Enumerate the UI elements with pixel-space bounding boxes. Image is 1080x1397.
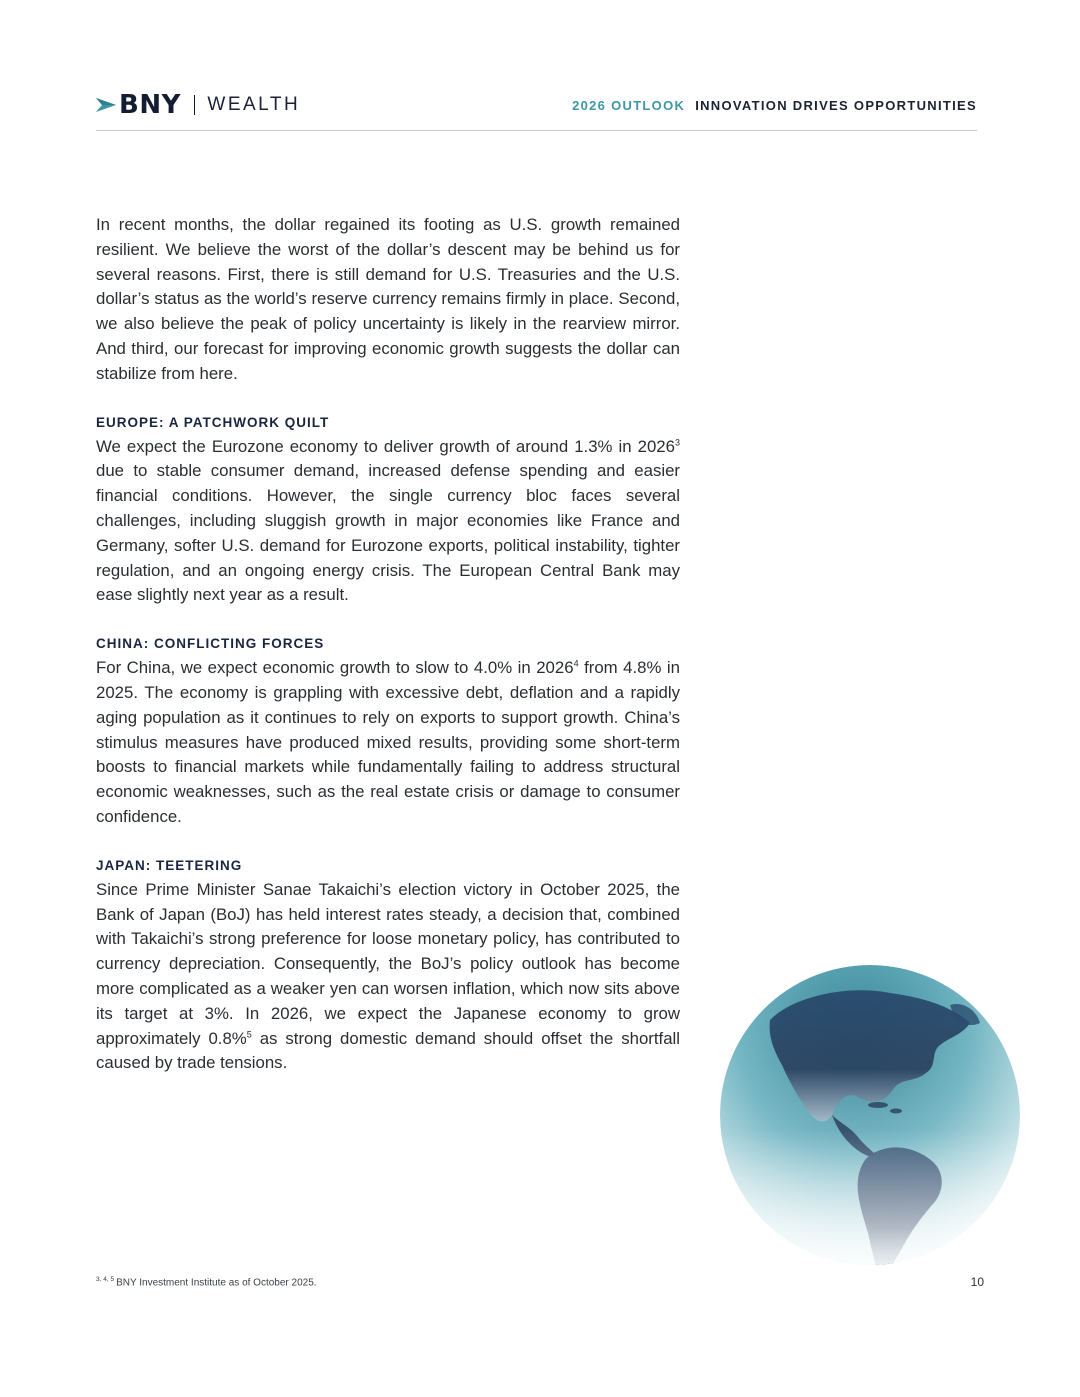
globe-americas-icon (700, 965, 1020, 1285)
china-text-a: For China, we expect economic growth to slow to 4.0% in 2026 (96, 658, 574, 678)
footnote-ref-3: 3 (674, 436, 680, 447)
footnote (96, 1276, 317, 1288)
outlook-label: 2026 OUTLOOK (572, 98, 686, 113)
section-body-japan (96, 878, 680, 1076)
bny-arrow-icon (96, 97, 116, 113)
logo-text: BNY (119, 90, 181, 120)
section-heading-china: CHINA: CONFLICTING FORCES (96, 636, 325, 652)
section-china (96, 636, 680, 830)
page-header (96, 88, 977, 131)
header-title-block (572, 98, 977, 113)
footnote-text: BNY Investment Institute as of October 2025. (116, 1277, 317, 1289)
section-heading-europe: EUROPE: A PATCHWORK QUILT (96, 414, 330, 430)
europe-text-a: We expect the Eurozone economy to deliver growth of around 1.3% in 2026 (96, 436, 675, 456)
europe-text-b: due to stable consumer demand, increased defense spending and easier financial conditions. However, the single currency bloc faces several challenges, including sluggish growth in major economies like France and Germany, softer U.S. demand for Eurozone exports, political instability, tighter regulation, and an ongoing energy crisis. The European Central Bank may ease slightly next year as a result. (96, 461, 680, 605)
logo-divider (194, 95, 196, 115)
japan-text-a: Since Prime Minister Sanae Takaichi’s election victory in October 2025, the Bank of Japan (BoJ) has held interest rates steady, a decision that, combined with Takaichi’s strong preference for loose monetary policy, has contributed to currency depreciation. Consequently, the BoJ’s policy outlook has become more complicated as a weaker yen can worsen inflation, which now sits above its target at 3%. In 2026, we expect the Japanese economy to grow approximately 0.8% (96, 879, 680, 1048)
document-title: INNOVATION DRIVES OPPORTUNITIES (695, 98, 977, 113)
china-text-b: from 4.8% in 2025. The economy is grappling with excessive debt, deflation and a rapidly aging population as it continues to rely on exports to support growth. China’s stimulus measures have produced mixed results, providing some short-term boosts to financial markets while fundamentally failing to address structural economic weaknesses, such as the real estate crisis or damage to consumer confidence. (96, 658, 680, 826)
section-body-china (96, 656, 680, 830)
section-europe (96, 415, 680, 609)
intro-paragraph: In recent months, the dollar regained its footing as U.S. growth remained resilient. We believe the worst of the dollar’s descent may be behind us for several reasons. First, there is still demand for U.S. Treasuries and the U.S. dollar’s status as the world’s reserve currency remains firmly in place. Second, we also believe the peak of policy uncertainty is likely in the rearview mirror. And third, our forecast for improving economic growth suggests the dollar can stabilize from here. (96, 215, 680, 383)
footnote-marks: 3, 4, 5 (96, 1276, 115, 1283)
logo-subtitle: WEALTH (207, 94, 301, 115)
section-heading-japan: JAPAN: TEETERING (96, 857, 243, 873)
footnote-ref-5: 5 (246, 1028, 252, 1039)
page-number: 10 (970, 1275, 984, 1289)
footnote-ref-4: 4 (573, 658, 579, 669)
section-body-europe (96, 435, 680, 609)
japan-text-b: as strong domestic demand should offset the shortfall caused by trade tensions. (96, 1028, 680, 1073)
main-content (96, 213, 680, 1076)
section-japan (96, 858, 680, 1076)
bny-wealth-logo (96, 90, 300, 120)
